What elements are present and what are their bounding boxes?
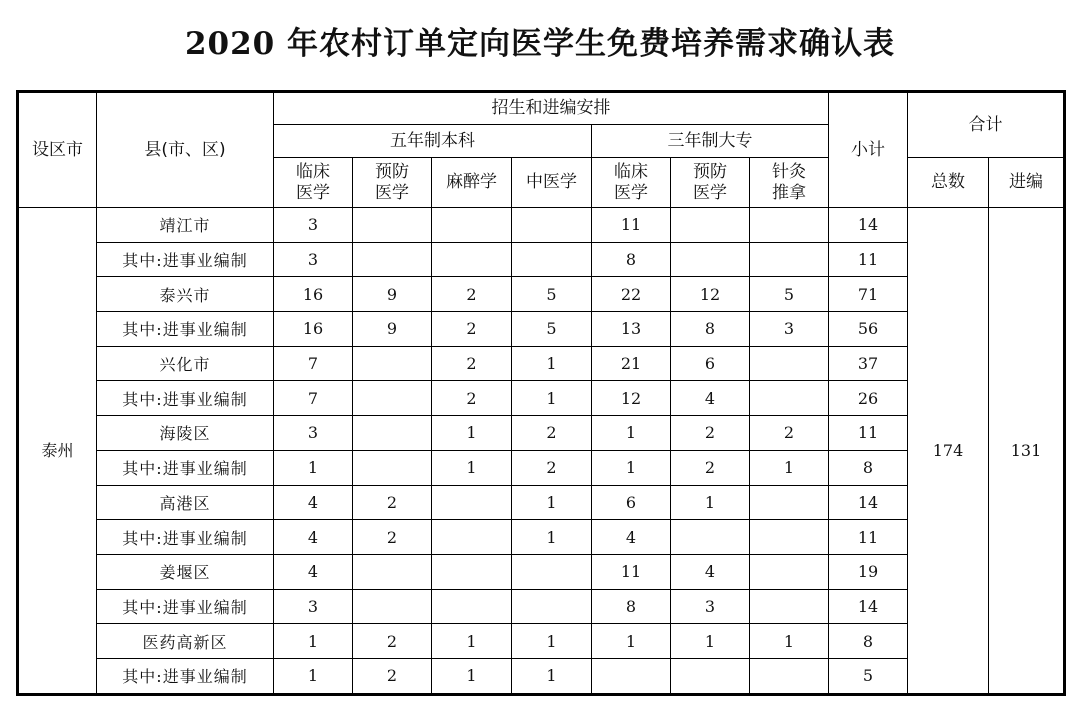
- value-cell: [432, 485, 512, 520]
- subheader-6-line-0: 针灸: [772, 161, 806, 182]
- value-cell: [353, 381, 432, 416]
- county-cell: 其中:进事业编制: [97, 520, 274, 555]
- subheader-3-line-0: 中医学: [526, 172, 577, 192]
- subtotal-cell: 14: [829, 589, 908, 624]
- subtotal-cell: 19: [829, 554, 908, 589]
- value-cell: 22: [592, 277, 671, 312]
- header-total-enter: 进编: [989, 158, 1065, 208]
- subtotal-cell: 11: [829, 242, 908, 277]
- value-cell: [750, 520, 829, 555]
- value-cell: 1: [592, 416, 671, 451]
- table-row: [18, 381, 1065, 416]
- value-cell: 2: [353, 624, 432, 659]
- county-cell: 其中:进事业编制: [97, 450, 274, 485]
- value-cell: [750, 381, 829, 416]
- subheader-6: [750, 158, 829, 208]
- header-total: 合计: [908, 92, 1065, 158]
- subheader-0: [274, 158, 353, 208]
- county-cell: 医药高新区: [97, 624, 274, 659]
- county-cell: 兴化市: [97, 346, 274, 381]
- value-cell: [750, 485, 829, 520]
- value-cell: [512, 242, 592, 277]
- value-cell: 12: [592, 381, 671, 416]
- county-cell: 高港区: [97, 485, 274, 520]
- value-cell: 9: [353, 312, 432, 347]
- subheader-0-line-1: 医学: [296, 182, 330, 203]
- value-cell: 5: [512, 312, 592, 347]
- header-five-year: 五年制本科: [274, 125, 592, 158]
- table-row: [18, 208, 1065, 243]
- subtotal-cell: 26: [829, 381, 908, 416]
- subtotal-cell: 37: [829, 346, 908, 381]
- value-cell: [432, 589, 512, 624]
- value-cell: 2: [353, 658, 432, 694]
- subheader-1: [353, 158, 432, 208]
- value-cell: 5: [512, 277, 592, 312]
- table-row: [18, 520, 1065, 555]
- subheader-1-line-1: 医学: [375, 182, 409, 203]
- value-cell: [512, 554, 592, 589]
- value-cell: 4: [274, 554, 353, 589]
- value-cell: 2: [353, 520, 432, 555]
- value-cell: [750, 242, 829, 277]
- value-cell: [750, 589, 829, 624]
- value-cell: 11: [592, 208, 671, 243]
- title-band: [0, 0, 1080, 84]
- value-cell: [432, 208, 512, 243]
- value-cell: [750, 208, 829, 243]
- value-cell: 4: [671, 381, 750, 416]
- subtotal-cell: 5: [829, 658, 908, 694]
- value-cell: [353, 554, 432, 589]
- table-row: [18, 346, 1065, 381]
- subtotal-cell: 8: [829, 450, 908, 485]
- value-cell: 2: [353, 485, 432, 520]
- value-cell: [353, 589, 432, 624]
- value-cell: 2: [432, 312, 512, 347]
- value-cell: 2: [671, 450, 750, 485]
- value-cell: 5: [750, 277, 829, 312]
- header-three-year: 三年制大专: [592, 125, 829, 158]
- value-cell: 8: [671, 312, 750, 347]
- value-cell: [750, 658, 829, 694]
- page-title: 2020 年农村订单定向医学生免费培养需求确认表: [184, 25, 896, 62]
- value-cell: 1: [432, 658, 512, 694]
- value-cell: 1: [432, 624, 512, 659]
- value-cell: [353, 416, 432, 451]
- subtotal-cell: 11: [829, 416, 908, 451]
- subtotal-cell: 8: [829, 624, 908, 659]
- table-row: [18, 242, 1065, 277]
- value-cell: 3: [274, 208, 353, 243]
- value-cell: 3: [274, 242, 353, 277]
- value-cell: [671, 520, 750, 555]
- subtotal-cell: 14: [829, 208, 908, 243]
- value-cell: 16: [274, 277, 353, 312]
- value-cell: 1: [274, 450, 353, 485]
- value-cell: 3: [671, 589, 750, 624]
- value-cell: 2: [432, 381, 512, 416]
- demand-table: [16, 90, 1066, 696]
- value-cell: 2: [512, 416, 592, 451]
- value-cell: 1: [274, 624, 353, 659]
- value-cell: 1: [512, 381, 592, 416]
- subheader-1-line-0: 预防: [375, 161, 409, 182]
- table-row: [18, 312, 1065, 347]
- value-cell: 12: [671, 277, 750, 312]
- subheader-2-line-0: 麻醉学: [446, 172, 497, 192]
- value-cell: 1: [512, 624, 592, 659]
- value-cell: [592, 658, 671, 694]
- value-cell: 8: [592, 242, 671, 277]
- value-cell: 16: [274, 312, 353, 347]
- header-subtotal: 小计: [829, 92, 908, 208]
- subheader-5-line-0: 预防: [693, 161, 727, 182]
- value-cell: 4: [592, 520, 671, 555]
- value-cell: 2: [750, 416, 829, 451]
- value-cell: 1: [274, 658, 353, 694]
- county-cell: 其中:进事业编制: [97, 242, 274, 277]
- value-cell: [432, 242, 512, 277]
- county-cell: 其中:进事业编制: [97, 589, 274, 624]
- value-cell: 3: [274, 589, 353, 624]
- value-cell: 13: [592, 312, 671, 347]
- subheader-5: [671, 158, 750, 208]
- value-cell: [353, 450, 432, 485]
- value-cell: 1: [512, 346, 592, 381]
- value-cell: 2: [512, 450, 592, 485]
- value-cell: [432, 520, 512, 555]
- table-row: [18, 554, 1065, 589]
- subheader-4-line-1: 医学: [614, 182, 648, 203]
- value-cell: 1: [432, 450, 512, 485]
- table-row: [18, 416, 1065, 451]
- table-row: [18, 485, 1065, 520]
- value-cell: 1: [512, 485, 592, 520]
- value-cell: [512, 208, 592, 243]
- value-cell: 6: [671, 346, 750, 381]
- subtotal-cell: 11: [829, 520, 908, 555]
- value-cell: 3: [750, 312, 829, 347]
- value-cell: 6: [592, 485, 671, 520]
- value-cell: 4: [671, 554, 750, 589]
- value-cell: 1: [512, 520, 592, 555]
- value-cell: 2: [432, 346, 512, 381]
- value-cell: 2: [671, 416, 750, 451]
- total-enter-cell: 131: [989, 208, 1065, 695]
- value-cell: 8: [592, 589, 671, 624]
- header-total-count: 总数: [908, 158, 989, 208]
- subheader-4: [592, 158, 671, 208]
- value-cell: 1: [592, 450, 671, 485]
- header-arrangement: 招生和进编安排: [274, 92, 829, 125]
- subheader-6-line-1: 推拿: [772, 182, 806, 203]
- table-row: [18, 624, 1065, 659]
- subheader-4-line-0: 临床: [614, 161, 648, 182]
- value-cell: 7: [274, 381, 353, 416]
- value-cell: [353, 242, 432, 277]
- value-cell: [512, 589, 592, 624]
- header-city: 设区市: [18, 92, 97, 208]
- value-cell: [353, 208, 432, 243]
- table-row: [18, 277, 1065, 312]
- value-cell: 1: [750, 624, 829, 659]
- table-row: [18, 658, 1065, 694]
- value-cell: 11: [592, 554, 671, 589]
- subtotal-cell: 14: [829, 485, 908, 520]
- total-count-cell: 174: [908, 208, 989, 695]
- subheader-0-line-0: 临床: [296, 161, 330, 182]
- county-cell: 其中:进事业编制: [97, 312, 274, 347]
- value-cell: 1: [592, 624, 671, 659]
- value-cell: 1: [512, 658, 592, 694]
- value-cell: 4: [274, 485, 353, 520]
- subheader-2: [432, 158, 512, 208]
- value-cell: 2: [432, 277, 512, 312]
- subtotal-cell: 56: [829, 312, 908, 347]
- value-cell: 1: [671, 624, 750, 659]
- value-cell: [750, 346, 829, 381]
- city-cell: 泰州: [18, 208, 97, 695]
- value-cell: [671, 208, 750, 243]
- county-cell: 姜堰区: [97, 554, 274, 589]
- value-cell: [671, 242, 750, 277]
- subheader-3: [512, 158, 592, 208]
- county-cell: 靖江市: [97, 208, 274, 243]
- value-cell: [750, 554, 829, 589]
- subheader-5-line-1: 医学: [693, 182, 727, 203]
- value-cell: 7: [274, 346, 353, 381]
- value-cell: 1: [671, 485, 750, 520]
- table-row: [18, 589, 1065, 624]
- county-cell: 泰兴市: [97, 277, 274, 312]
- county-cell: 其中:进事业编制: [97, 658, 274, 694]
- value-cell: 1: [750, 450, 829, 485]
- value-cell: [671, 658, 750, 694]
- value-cell: 9: [353, 277, 432, 312]
- value-cell: 3: [274, 416, 353, 451]
- county-cell: 海陵区: [97, 416, 274, 451]
- value-cell: [432, 554, 512, 589]
- value-cell: 1: [432, 416, 512, 451]
- value-cell: 21: [592, 346, 671, 381]
- value-cell: [353, 346, 432, 381]
- table-body: [18, 208, 1065, 695]
- subtotal-cell: 71: [829, 277, 908, 312]
- value-cell: 4: [274, 520, 353, 555]
- header-county: 县(市、区): [97, 92, 274, 208]
- county-cell: 其中:进事业编制: [97, 381, 274, 416]
- table-row: [18, 450, 1065, 485]
